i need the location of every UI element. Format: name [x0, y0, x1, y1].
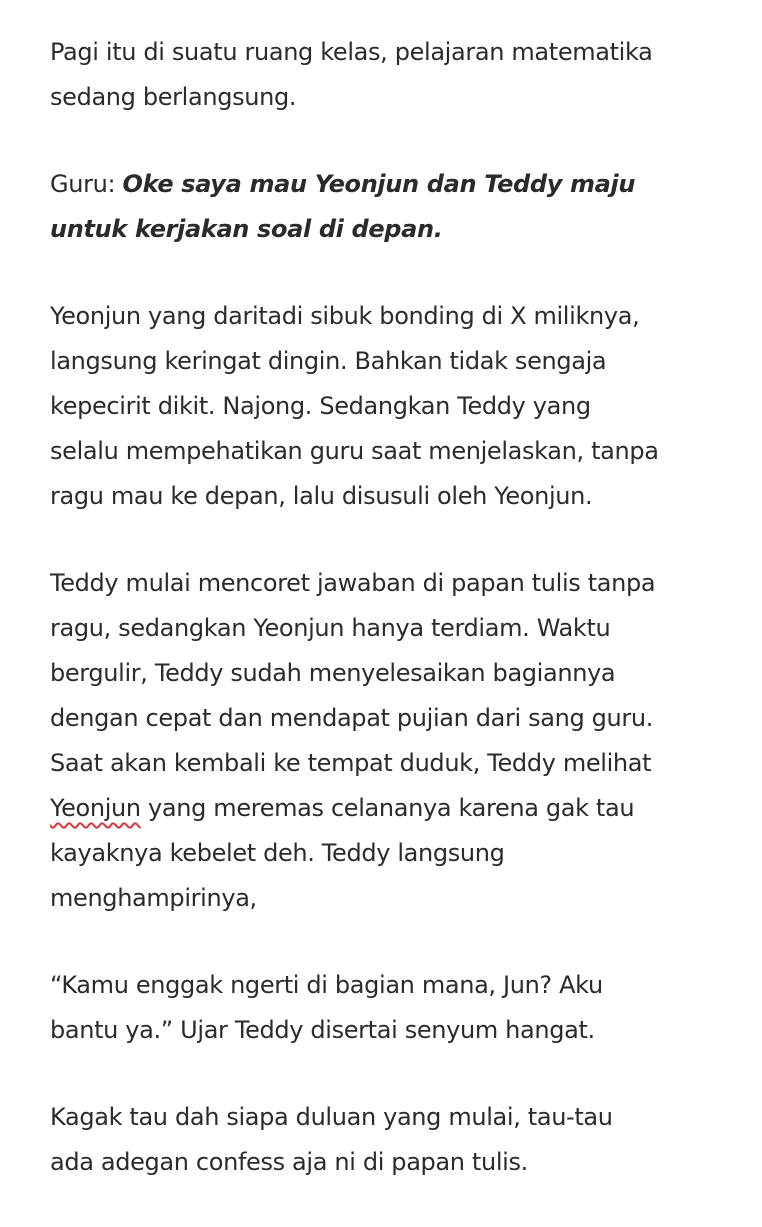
paragraph-whiteboard-start: Teddy mulai mencoret jawaban di papan tulis tanpa ragu, sedangkan Yeonjun hanya terdiam. Waktu bergulir, Teddy sudah menyelesaikan bagiannya dengan cepat dan mendapat pujian dari sang guru. Saat akan kembali ke tempat duduk, Teddy melihat	[50, 569, 656, 777]
paragraph-teddy-dialogue: “Kamu enggak ngerti di bagian mana, Jun? Aku bantu ya.” Ujar Teddy disertai senyum hangat.	[50, 971, 603, 1044]
paragraph-yeonjun-reaction: Yeonjun yang daritadi sibuk bonding di X miliknya, langsung keringat dingin. Bahkan tidak sengaja kepecirit dikit. Najong. Sedangkan Teddy yang selalu mempehatikan guru saat menjelaskan, tanpa ragu mau ke depan, lalu disusuli oleh Yeonjun.	[50, 302, 659, 510]
paragraph-closing: Kagak tau dah siapa duluan yang mulai, tau-tau ada adegan confess aja ni di papan tulis.	[50, 1103, 613, 1176]
paragraph-whiteboard	[50, 561, 730, 921]
story-document	[50, 30, 730, 1227]
paragraph-whiteboard-end: yang meremas celananya karena gak tau kayaknya kebelet deh. Teddy langsung menghampirinya,	[50, 794, 635, 912]
speaker-label: Guru:	[50, 170, 123, 198]
teacher-speech: Oke saya mau Yeonjun dan Teddy maju untuk kerjakan soal di depan.	[50, 170, 636, 243]
paragraph-teacher-line	[50, 162, 730, 252]
paragraph-opening: Pagi itu di suatu ruang kelas, pelajaran matematika sedang berlangsung.	[50, 38, 653, 111]
spellcheck-flagged-word[interactable]: Yeonjun	[50, 794, 141, 822]
